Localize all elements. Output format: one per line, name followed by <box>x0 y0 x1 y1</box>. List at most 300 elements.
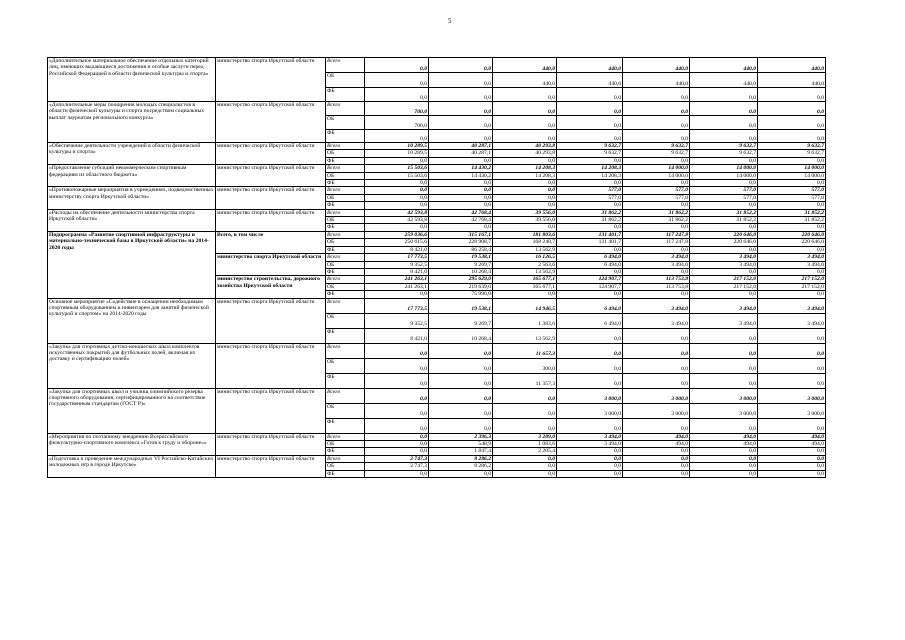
value-cell: 0,0 <box>493 202 557 209</box>
value-cell: 0,0 <box>493 403 557 418</box>
value-cell: 42 768,4 <box>429 217 493 224</box>
measure-name: Основное мероприятие «Содействие в оснащении необходимым спортивным оборудованием и инвентарем для занятий физической культурой и спортом» на 2014-2020 годы <box>48 298 216 343</box>
value-cell: 3 000,0 <box>557 388 623 403</box>
measure-name: «Дополнительные меры поощрения молодых специалистов в области физической культуры и спорта посредством социальных выплат лауреатам регионального конкурса» <box>48 102 216 143</box>
value-cell: 8 286,2 <box>429 463 493 470</box>
value-cell: 0,0 <box>429 102 493 116</box>
value-cell: 10 268,4 <box>429 268 493 275</box>
funding-source-cell: ОБ <box>326 116 365 130</box>
value-cell: 14 000,0 <box>690 165 758 172</box>
value-cell: 19 538,1 <box>429 254 493 261</box>
table-row <box>48 187 826 194</box>
value-cell: 259 036,6 <box>365 231 429 238</box>
value-cell: 9 352,5 <box>365 261 429 268</box>
value-cell: 0,0 <box>690 116 758 130</box>
value-cell: 14 000,0 <box>758 172 826 179</box>
value-cell: 219 639,0 <box>429 283 493 290</box>
value-cell: 0,0 <box>365 73 429 88</box>
funding-source-cell: Всего <box>326 298 365 313</box>
value-cell: 19 538,1 <box>429 298 493 313</box>
value-cell: 0,0 <box>690 202 758 209</box>
table-row <box>48 388 826 403</box>
funding-source-cell: ФБ <box>326 448 365 455</box>
value-cell: 9 632,7 <box>623 143 690 150</box>
value-cell: 117 247,8 <box>623 239 690 246</box>
table-row <box>48 58 826 73</box>
funding-source-cell: Всего <box>326 433 365 440</box>
value-cell: 1 383,6 <box>493 313 557 328</box>
funding-source-cell: ОБ <box>326 463 365 470</box>
value-cell: 0,0 <box>557 358 623 373</box>
value-cell: 548,9 <box>429 440 493 447</box>
value-cell: 0,0 <box>365 202 429 209</box>
value-cell: 9 632,7 <box>557 150 623 157</box>
value-cell: 0,0 <box>623 328 690 343</box>
value-cell: 0,0 <box>429 202 493 209</box>
value-cell: 0,0 <box>758 130 826 143</box>
value-cell: 0,0 <box>493 463 557 470</box>
funding-source-cell: Всего <box>326 143 365 150</box>
value-cell: 0,0 <box>758 116 826 130</box>
value-cell: 315 167,1 <box>429 231 493 238</box>
funding-source-cell: ФБ <box>326 418 365 433</box>
value-cell: 3 494,0 <box>623 313 690 328</box>
value-cell: 3 000,0 <box>623 403 690 418</box>
value-cell: 0,0 <box>557 463 623 470</box>
value-cell: 6 494,0 <box>557 254 623 261</box>
value-cell: 0,0 <box>758 455 826 462</box>
value-cell: 14 208,3 <box>493 165 557 172</box>
funding-source-cell: ОБ <box>326 239 365 246</box>
value-cell: 577,0 <box>758 187 826 194</box>
executor-cell: министерство спорта Иркутской области <box>216 58 326 102</box>
value-cell: 217 152,0 <box>758 276 826 283</box>
value-cell: 0,0 <box>758 358 826 373</box>
value-cell: 0,0 <box>623 418 690 433</box>
funding-source-cell: Всего <box>326 187 365 194</box>
value-cell: 14 000,0 <box>758 165 826 172</box>
value-cell: 181 803,6 <box>493 231 557 238</box>
value-cell: 0,0 <box>758 448 826 455</box>
measure-name: «Дополнительное материальное обеспечение отдельных категорий лиц, имеющих выдающиеся достижения и особые заслуги перед Российской Федерацией в области физической культуры и спорта» <box>48 58 216 102</box>
value-cell: 113 753,8 <box>623 283 690 290</box>
value-cell: 0,0 <box>623 291 690 298</box>
value-cell: 42 593,8 <box>365 217 429 224</box>
value-cell: 3 494,0 <box>690 298 758 313</box>
value-cell: 440,0 <box>557 73 623 88</box>
value-cell: 0,0 <box>365 88 429 102</box>
value-cell: 0,0 <box>557 328 623 343</box>
value-cell: 113 753,8 <box>623 276 690 283</box>
value-cell: 39 556,0 <box>493 217 557 224</box>
value-cell: 0,0 <box>365 418 429 433</box>
value-cell: 440,0 <box>623 73 690 88</box>
value-cell: 0,0 <box>623 455 690 462</box>
value-cell: 14 000,0 <box>623 165 690 172</box>
measure-name: «Предоставление субсидий некоммерческим спортивным федерациям из областного бюджета» <box>48 165 216 187</box>
funding-source-cell: ОБ <box>326 261 365 268</box>
value-cell: 0,0 <box>758 463 826 470</box>
value-cell: 15 503,6 <box>365 165 429 172</box>
value-cell: 17 773,5 <box>365 254 429 261</box>
value-cell: 0,0 <box>557 246 623 253</box>
value-cell: 0,0 <box>623 88 690 102</box>
funding-source-cell: ФБ <box>326 470 365 477</box>
value-cell: 0,0 <box>690 157 758 164</box>
value-cell: 3 494,0 <box>623 254 690 261</box>
value-cell: 31 852,2 <box>758 217 826 224</box>
funding-source-cell: ФБ <box>326 224 365 231</box>
funding-source-cell: ФБ <box>326 180 365 187</box>
measure-name: «Обеспечение деятельности учреждений в области физической культуры и спорта» <box>48 143 216 165</box>
value-cell: 0,0 <box>429 388 493 403</box>
value-cell: 0,0 <box>493 88 557 102</box>
value-cell: 0,0 <box>365 180 429 187</box>
value-cell: 13 562,9 <box>493 246 557 253</box>
value-cell: 220 646,0 <box>758 231 826 238</box>
value-cell: 494,0 <box>623 433 690 440</box>
funding-source-cell: ФБ <box>326 328 365 343</box>
value-cell: 0,0 <box>758 180 826 187</box>
funding-source-cell: Всего <box>326 165 365 172</box>
value-cell: 6 494,0 <box>557 298 623 313</box>
value-cell: 0,0 <box>690 448 758 455</box>
value-cell: 0,0 <box>429 73 493 88</box>
value-cell: 31 852,2 <box>758 209 826 216</box>
value-cell: 0,0 <box>690 130 758 143</box>
value-cell: 0,0 <box>429 470 493 477</box>
value-cell: 0,0 <box>557 470 623 477</box>
value-cell: 31 862,2 <box>623 209 690 216</box>
value-cell: 31 852,2 <box>690 209 758 216</box>
value-cell: 0,0 <box>429 194 493 201</box>
value-cell: 494,0 <box>690 440 758 447</box>
value-cell: 3 289,0 <box>493 433 557 440</box>
value-cell: 131 401,7 <box>557 239 623 246</box>
value-cell: 13 562,9 <box>493 328 557 343</box>
value-cell: 0,0 <box>493 116 557 130</box>
measure-name: «Расходы на обеспечение деятельности министерства спорта Иркутской области» <box>48 209 216 231</box>
value-cell: 168 240,7 <box>493 239 557 246</box>
value-cell: 577,0 <box>690 194 758 201</box>
value-cell: 0,0 <box>365 433 429 440</box>
value-cell: 0,0 <box>758 418 826 433</box>
value-cell: 0,0 <box>758 343 826 358</box>
executor-cell: министерство спорта Иркутской области <box>216 143 326 165</box>
value-cell: 0,0 <box>690 358 758 373</box>
value-cell: 2 205,4 <box>493 448 557 455</box>
value-cell: 0,0 <box>429 373 493 388</box>
value-cell: 494,0 <box>623 440 690 447</box>
executor-cell: министерство спорта Иркутской области <box>216 388 326 433</box>
value-cell: 577,0 <box>557 194 623 201</box>
value-cell: 8 421,0 <box>365 328 429 343</box>
value-cell: 9 632,7 <box>690 150 758 157</box>
value-cell: 0,0 <box>758 291 826 298</box>
measure-name: Подпрограмма «Развитие спортивной инфраструктуры и материально-технической базы в Иркутской области» на 2014-2020 годы <box>48 231 216 298</box>
table-body <box>48 58 826 478</box>
value-cell: 11 357,3 <box>493 373 557 388</box>
executor-cell: министерство спорта Иркутской области <box>216 209 326 231</box>
value-cell: 40 293,8 <box>493 143 557 150</box>
value-cell: 0,0 <box>690 373 758 388</box>
executor-cell: Всего, в том числе <box>216 231 326 253</box>
value-cell: 0,0 <box>429 358 493 373</box>
value-cell: 31 862,2 <box>557 217 623 224</box>
funding-source-cell: ОБ <box>326 172 365 179</box>
value-cell: 10 289,5 <box>365 150 429 157</box>
budget-table <box>47 57 826 478</box>
value-cell: 15 503,6 <box>365 172 429 179</box>
executor-cell: министерство спорта Иркутской области <box>216 455 326 477</box>
funding-source-cell: Всего <box>326 343 365 358</box>
value-cell: 0,0 <box>557 102 623 116</box>
value-cell: 9 269,7 <box>429 313 493 328</box>
value-cell: 3 000,0 <box>690 403 758 418</box>
value-cell: 0,0 <box>429 157 493 164</box>
value-cell: 31 862,2 <box>623 217 690 224</box>
value-cell: 0,0 <box>690 246 758 253</box>
value-cell: 0,0 <box>493 180 557 187</box>
value-cell: 0,0 <box>623 343 690 358</box>
value-cell: 0,0 <box>557 418 623 433</box>
measure-name: «Противопожарные мероприятия в учреждениях, подведомственных министерству спорта Иркутской области» <box>48 187 216 209</box>
value-cell: 0,0 <box>690 343 758 358</box>
value-cell: 494,0 <box>758 433 826 440</box>
funding-source-cell: ОБ <box>326 283 365 290</box>
funding-source-cell: ФБ <box>326 373 365 388</box>
value-cell: 0,0 <box>623 246 690 253</box>
value-cell: 0,0 <box>758 470 826 477</box>
value-cell: 0,0 <box>557 268 623 275</box>
value-cell: 165 677,1 <box>493 276 557 283</box>
value-cell: 0,0 <box>493 418 557 433</box>
value-cell: 0,0 <box>758 224 826 231</box>
value-cell: 0,0 <box>429 88 493 102</box>
measure-name: «Мероприятия по поэтапному внедрению Всероссийского физкультурно-спортивного комплекса «Готов к труду и обороне»» <box>48 433 216 455</box>
value-cell: 0,0 <box>365 58 429 73</box>
funding-source-cell: ОБ <box>326 440 365 447</box>
value-cell: 0,0 <box>493 102 557 116</box>
funding-source-cell: ФБ <box>326 268 365 275</box>
value-cell: 3 494,0 <box>557 433 623 440</box>
value-cell: 8 286,2 <box>429 455 493 462</box>
value-cell: 440,0 <box>493 73 557 88</box>
value-cell: 494,0 <box>690 433 758 440</box>
value-cell: 241 263,1 <box>365 276 429 283</box>
value-cell: 0,0 <box>557 180 623 187</box>
value-cell: 0,0 <box>623 224 690 231</box>
value-cell: 3 000,0 <box>557 403 623 418</box>
value-cell: 9 269,7 <box>429 261 493 268</box>
value-cell: 3 494,0 <box>758 261 826 268</box>
value-cell: 0,0 <box>758 268 826 275</box>
value-cell: 40 287,1 <box>429 150 493 157</box>
value-cell: 0,0 <box>365 470 429 477</box>
value-cell: 217 152,0 <box>758 283 826 290</box>
value-cell: 17 773,5 <box>365 298 429 313</box>
value-cell: 0,0 <box>623 358 690 373</box>
value-cell: 2 747,3 <box>365 455 429 462</box>
value-cell: 0,0 <box>690 470 758 477</box>
value-cell: 0,0 <box>557 157 623 164</box>
value-cell: 220 646,0 <box>690 239 758 246</box>
value-cell: 0,0 <box>623 268 690 275</box>
funding-source-cell: ФБ <box>326 157 365 164</box>
value-cell: 2 747,3 <box>365 463 429 470</box>
value-cell: 0,0 <box>557 116 623 130</box>
value-cell: 0,0 <box>690 463 758 470</box>
value-cell: 14 208,3 <box>493 172 557 179</box>
value-cell: 0,0 <box>365 224 429 231</box>
value-cell: 3 494,0 <box>623 298 690 313</box>
table-row <box>48 143 826 150</box>
funding-source-cell: ФБ <box>326 88 365 102</box>
value-cell: 9 632,7 <box>623 150 690 157</box>
value-cell: 0,0 <box>429 224 493 231</box>
value-cell: 0,0 <box>557 88 623 102</box>
value-cell: 0,0 <box>690 291 758 298</box>
value-cell: 14 208,3 <box>557 165 623 172</box>
value-cell: 0,0 <box>557 224 623 231</box>
value-cell: 0,0 <box>429 187 493 194</box>
value-cell: 9 632,7 <box>758 143 826 150</box>
value-cell: 0,0 <box>493 455 557 462</box>
value-cell: 14 430,2 <box>429 165 493 172</box>
table-row <box>48 165 826 172</box>
value-cell: 0,0 <box>493 194 557 201</box>
value-cell: 700,0 <box>365 102 429 116</box>
value-cell: 0,0 <box>557 448 623 455</box>
value-cell: 577,0 <box>623 194 690 201</box>
value-cell: 0,0 <box>365 403 429 418</box>
funding-source-cell: ФБ <box>326 130 365 143</box>
value-cell: 16 126,5 <box>493 254 557 261</box>
value-cell: 3 000,0 <box>623 388 690 403</box>
value-cell: 0,0 <box>623 130 690 143</box>
value-cell: 0,0 <box>493 470 557 477</box>
value-cell: 3 494,0 <box>758 313 826 328</box>
value-cell: 0,0 <box>690 268 758 275</box>
value-cell: 0,0 <box>758 246 826 253</box>
value-cell: 0,0 <box>365 373 429 388</box>
value-cell: 3 494,0 <box>557 440 623 447</box>
value-cell: 13 562,9 <box>493 268 557 275</box>
value-cell: 0,0 <box>429 58 493 73</box>
value-cell: 0,0 <box>623 373 690 388</box>
value-cell: 577,0 <box>557 187 623 194</box>
value-cell: 10 289,5 <box>365 143 429 150</box>
value-cell: 31 862,2 <box>557 209 623 216</box>
value-cell: 0,0 <box>493 388 557 403</box>
value-cell: 0,0 <box>690 224 758 231</box>
value-cell: 440,0 <box>623 58 690 73</box>
value-cell: 0,0 <box>429 130 493 143</box>
value-cell: 217 152,0 <box>690 283 758 290</box>
value-cell: 14 430,2 <box>429 172 493 179</box>
value-cell: 3 494,0 <box>758 254 826 261</box>
value-cell: 0,0 <box>493 157 557 164</box>
value-cell: 0,0 <box>623 180 690 187</box>
executor-cell: министерство строительства, дорожного хозяйства Иркутской области <box>216 276 326 298</box>
funding-source-cell: ФБ <box>326 202 365 209</box>
measure-name: «Подготовка и проведение международных VI Российско-Китайских молодежных игр в городе Иркутске» <box>48 455 216 477</box>
value-cell: 40 287,1 <box>429 143 493 150</box>
funding-source-cell: Всего <box>326 276 365 283</box>
value-cell: 3 494,0 <box>758 298 826 313</box>
funding-source-cell: Всего <box>326 58 365 73</box>
value-cell: 0,0 <box>758 102 826 116</box>
value-cell: 9 632,7 <box>557 143 623 150</box>
value-cell: 0,0 <box>758 157 826 164</box>
value-cell: 0,0 <box>557 202 623 209</box>
value-cell: 0,0 <box>365 130 429 143</box>
executor-cell: министерство спорта Иркутской области <box>216 343 326 388</box>
funding-source-cell: Всего <box>326 455 365 462</box>
value-cell: 440,0 <box>758 58 826 73</box>
value-cell: 9 352,5 <box>365 313 429 328</box>
value-cell: 0,0 <box>365 388 429 403</box>
value-cell: 165 677,1 <box>493 283 557 290</box>
value-cell: 577,0 <box>623 187 690 194</box>
value-cell: 1 083,6 <box>493 440 557 447</box>
table-row <box>48 231 826 238</box>
value-cell: 0,0 <box>557 343 623 358</box>
value-cell: 0,0 <box>557 291 623 298</box>
funding-source-cell: ФБ <box>326 291 365 298</box>
value-cell: 42 768,4 <box>429 209 493 216</box>
executor-cell: министерство спорта Иркутской области <box>216 254 326 276</box>
value-cell: 295 629,0 <box>429 276 493 283</box>
value-cell: 700,0 <box>365 116 429 130</box>
value-cell: 0,0 <box>365 291 429 298</box>
value-cell: 3 494,0 <box>690 313 758 328</box>
value-cell: 2 396,3 <box>429 433 493 440</box>
value-cell: 440,0 <box>493 58 557 73</box>
executor-cell: министерство спорта Иркутской области <box>216 433 326 455</box>
value-cell: 3 000,0 <box>758 403 826 418</box>
value-cell: 0,0 <box>557 455 623 462</box>
value-cell: 75 990,0 <box>429 291 493 298</box>
value-cell: 3 494,0 <box>690 254 758 261</box>
value-cell: 220 646,0 <box>690 231 758 238</box>
value-cell: 0,0 <box>493 224 557 231</box>
value-cell: 0,0 <box>690 455 758 462</box>
value-cell: 3 494,0 <box>690 261 758 268</box>
value-cell: 0,0 <box>493 291 557 298</box>
value-cell: 0,0 <box>758 202 826 209</box>
measure-name: «Закупка для спортивных школ и училищ олимпийского резерва спортивного оборудования, сертифицированного на соответствие государственным стандартам (ГОСТ Р)» <box>48 388 216 433</box>
value-cell: 8 421,0 <box>365 246 429 253</box>
value-cell: 440,0 <box>690 73 758 88</box>
value-cell: 0,0 <box>365 194 429 201</box>
value-cell: 86 258,4 <box>429 246 493 253</box>
funding-source-cell: Всего <box>326 254 365 261</box>
funding-source-cell: ОБ <box>326 194 365 201</box>
executor-cell: министерство спорта Иркутской области <box>216 187 326 209</box>
value-cell: 250 615,6 <box>365 239 429 246</box>
value-cell: 31 852,2 <box>690 217 758 224</box>
value-cell: 577,0 <box>758 194 826 201</box>
value-cell: 241 263,1 <box>365 283 429 290</box>
funding-source-cell: Всего <box>326 388 365 403</box>
value-cell: 131 401,7 <box>557 231 623 238</box>
funding-source-cell: ОБ <box>326 313 365 328</box>
value-cell: 0,0 <box>429 116 493 130</box>
funding-source-cell: ОБ <box>326 217 365 224</box>
value-cell: 124 907,7 <box>557 276 623 283</box>
value-cell: 40 293,8 <box>493 150 557 157</box>
